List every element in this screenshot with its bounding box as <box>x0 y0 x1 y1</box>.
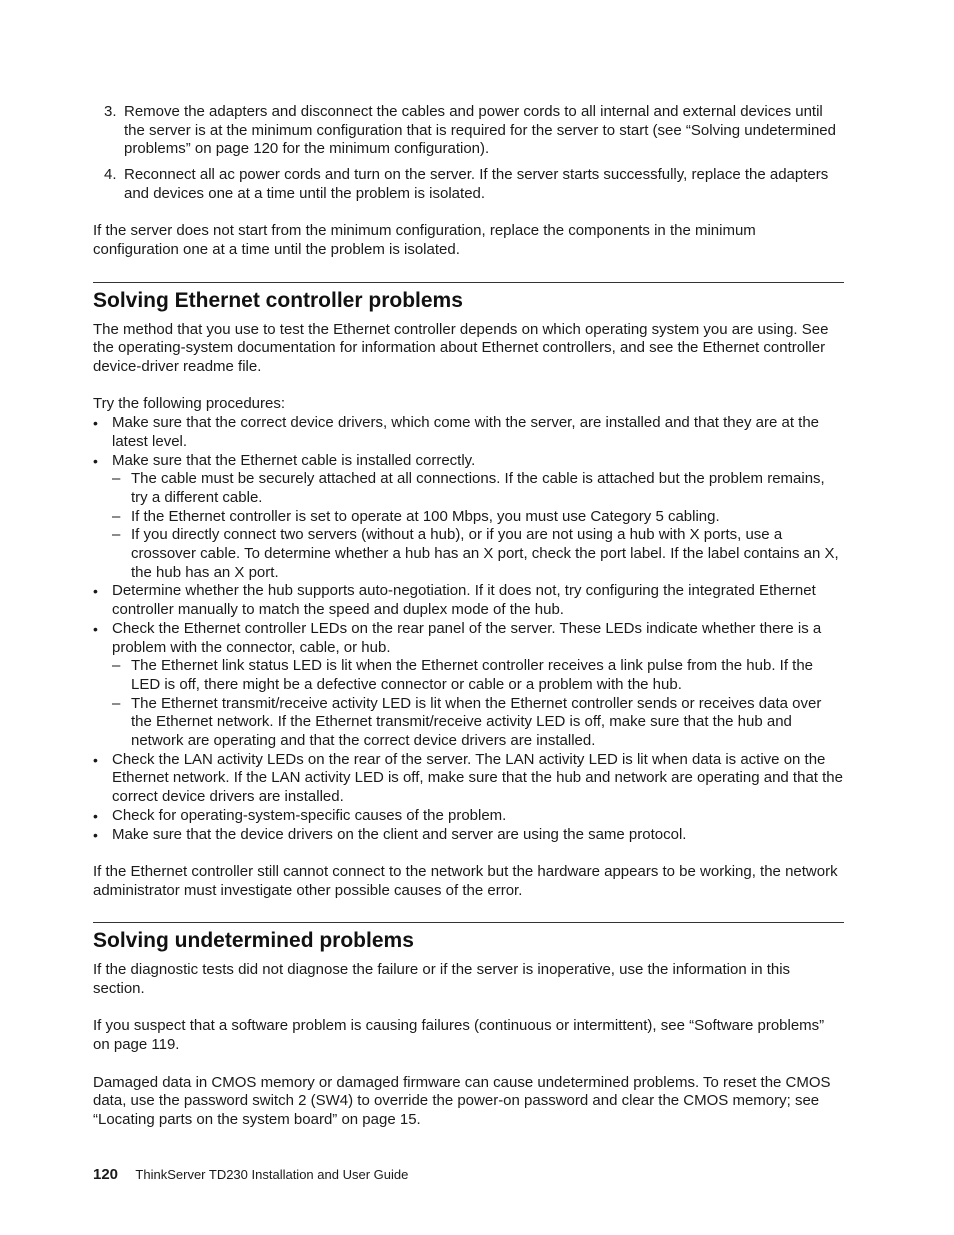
undetermined-heading: Solving undetermined problems <box>93 929 414 953</box>
bullet-icon: • <box>93 583 98 600</box>
sub-list-item <box>112 526 844 582</box>
dash-icon: – <box>112 507 121 525</box>
list-item-text: Make sure that the Ethernet cable is installed correctly. <box>112 451 476 469</box>
step-number: 4. <box>104 166 117 184</box>
section-divider <box>93 282 844 283</box>
bullet-icon: • <box>93 807 98 824</box>
document-title: ThinkServer TD230 Installation and User Guide <box>135 1167 409 1182</box>
section-divider <box>93 922 844 923</box>
bullet-icon: • <box>93 452 98 469</box>
bullet-icon: • <box>93 826 98 843</box>
bullet-icon: • <box>93 751 98 768</box>
ethernet-lead: Try the following procedures: <box>93 395 286 413</box>
undetermined-paragraph: If you suspect that a software problem is causing failures (continuous or intermittent), see “Software problems” on page 119. <box>93 1017 825 1054</box>
list-item <box>93 414 844 451</box>
min-config-note: If the server does not start from the minimum configuration, replace the components in the minimum configuration one at a time until the problem is isolated. <box>93 222 756 258</box>
page-number: 120 <box>93 1166 119 1183</box>
dash-icon: – <box>112 526 121 544</box>
list-item-text: Check the LAN activity LEDs on the rear of the server. The LAN activity LED is lit when data is active on the Ethernet network. If the LAN activity LED is off, make sure that the hub and network are operating and that the correct device drivers are installed. <box>112 750 843 806</box>
steps-list <box>93 103 844 204</box>
list-item <box>93 582 844 619</box>
list-item-text: Determine whether the hub supports auto-negotiation. If it does not, try configuring the integrated Ethernet controller manually to match the speed and duplex mode of the hub. <box>112 582 816 619</box>
list-item <box>93 751 844 807</box>
ethernet-heading: Solving Ethernet controller problems <box>93 288 463 312</box>
sub-list <box>112 657 844 751</box>
list-item-text: Check the Ethernet controller LEDs on the rear panel of the server. These LEDs indicate whether there is a problem with the connector, cable, or hub. <box>112 619 822 656</box>
bullet-icon: • <box>93 620 98 637</box>
step-text: Remove the adapters and disconnect the cables and power cords to all internal and external devices until the server is at the minimum configuration that is required for the server to start (see “Solving undetermined problems” on page 120 for the minimum configuration). <box>124 103 836 158</box>
step-item <box>93 103 844 159</box>
step-item <box>93 166 844 203</box>
ethernet-intro: The method that you use to test the Ethernet controller depends on which operating system you are using. See the operating-system documentation for information about Ethernet controllers, and see the Ethernet controller device-driver readme file. <box>93 320 829 376</box>
ethernet-procedures-list <box>93 414 844 844</box>
page-content <box>93 103 844 1130</box>
step-text: Reconnect all ac power cords and turn on the server. If the server starts successfully, replace the adapters and devices one at a time until the problem is isolated. <box>124 166 829 202</box>
list-item <box>93 807 844 826</box>
list-item <box>93 452 844 583</box>
sub-list-item <box>112 657 844 694</box>
sub-item-text: The cable must be securely attached at all connections. If the cable is attached but the problem remains, try a different cable. <box>131 470 825 506</box>
sub-list <box>112 470 844 582</box>
sub-item-text: The Ethernet link status LED is lit when the Ethernet controller receives a link pulse from the hub. If the LED is off, there might be a defective connector or cable or a problem with the hub. <box>131 657 814 693</box>
sub-item-text: If the Ethernet controller is set to operate at 100 Mbps, you must use Category 5 cabling. <box>131 507 720 525</box>
sub-item-text: The Ethernet transmit/receive activity LED is lit when the Ethernet controller sends or receives data over the Ethernet network. If the Ethernet transmit/receive activity LED is off, make sure that the hub and network are operating and that the correct device drivers are installed. <box>131 694 822 750</box>
list-item-text: Make sure that the device drivers on the client and server are using the same protocol. <box>112 825 687 843</box>
step-number: 3. <box>104 103 117 120</box>
undetermined-paragraph: If the diagnostic tests did not diagnose the failure or if the server is inoperative, use the information in this section. <box>93 961 791 998</box>
undetermined-paragraph: Damaged data in CMOS memory or damaged firmware can cause undetermined problems. To reset the CMOS data, use the password switch 2 (SW4) to override the power-on password and clear the CMOS memory; see “Locating parts on the system board” on page 15. <box>93 1073 831 1128</box>
bullet-icon: • <box>93 415 98 432</box>
dash-icon: – <box>112 470 121 488</box>
sub-item-text: If you directly connect two servers (without a hub), or if you are not using a hub with X ports, use a crossover cable. To determine whether a hub has an X port, check the port label. If the label contains an X, the hub has an X port. <box>131 526 839 581</box>
ethernet-closing: If the Ethernet controller still cannot connect to the network but the hardware appears to be working, the network administrator must investigate other possible causes of the error. <box>93 862 838 899</box>
sub-list-item <box>112 508 844 527</box>
dash-icon: – <box>112 657 121 675</box>
page-footer <box>93 1166 408 1185</box>
sub-list-item <box>112 695 844 751</box>
list-item <box>93 826 844 845</box>
dash-icon: – <box>112 694 121 712</box>
list-item-text: Make sure that the correct device drivers, which come with the server, are installed and that they are at the latest level. <box>112 414 820 450</box>
sub-list-item <box>112 470 844 507</box>
list-item <box>93 620 844 751</box>
list-item-text: Check for operating-system-specific causes of the problem. <box>112 806 507 824</box>
